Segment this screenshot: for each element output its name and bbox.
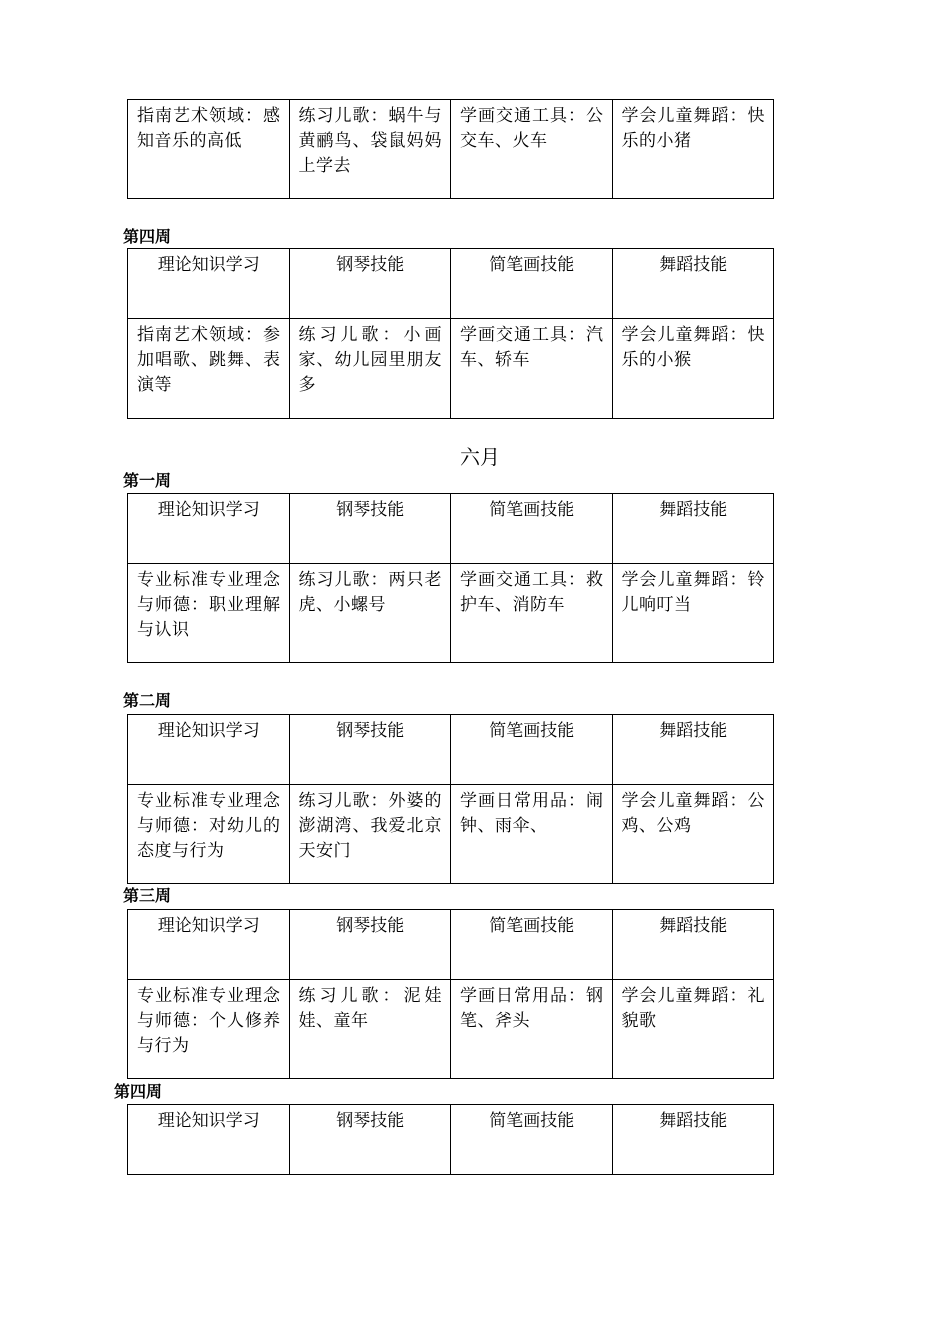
week-heading: 第四周 (123, 227, 172, 246)
schedule-table-week4-june (127, 1104, 774, 1175)
piano-cell: 练习儿歌：蜗牛与黄鹂鸟、袋鼠妈妈上学去 (289, 100, 451, 199)
schedule-table-week3-june (127, 909, 774, 1079)
header-piano: 钢琴技能 (289, 1105, 451, 1175)
week-heading: 第四周 (114, 1082, 163, 1101)
week-heading: 第一周 (123, 471, 172, 490)
header-drawing: 简笔画技能 (451, 715, 613, 785)
dance-cell: 学会儿童舞蹈：铃儿响叮当 (612, 564, 774, 663)
table-row (128, 980, 774, 1079)
theory-cell: 指南艺术领域：参加唱歌、跳舞、表演等 (128, 319, 290, 419)
header-drawing: 简笔画技能 (451, 249, 613, 319)
theory-cell: 专业标准专业理念与师德：职业理解与认识 (128, 564, 290, 663)
month-heading: 六月 (460, 445, 500, 469)
header-dance: 舞蹈技能 (612, 715, 774, 785)
header-dance: 舞蹈技能 (612, 910, 774, 980)
schedule-table-week4-may (127, 248, 774, 419)
schedule-table-week3-may (127, 99, 774, 199)
dance-cell: 学会儿童舞蹈：快乐的小猪 (612, 100, 774, 199)
table-header-row (128, 249, 774, 319)
header-drawing: 简笔画技能 (451, 1105, 613, 1175)
table-row (128, 319, 774, 419)
table-row (128, 564, 774, 663)
header-theory: 理论知识学习 (128, 1105, 290, 1175)
schedule-table-week1-june (127, 493, 774, 663)
schedule-table-week2-june (127, 714, 774, 884)
header-piano: 钢琴技能 (289, 249, 451, 319)
header-dance: 舞蹈技能 (612, 1105, 774, 1175)
week-heading: 第三周 (123, 886, 172, 905)
header-piano: 钢琴技能 (289, 910, 451, 980)
week-heading: 第二周 (123, 691, 172, 710)
drawing-cell: 学画日常用品：钢笔、斧头 (451, 980, 613, 1079)
piano-cell: 练习儿歌：两只老虎、小螺号 (289, 564, 451, 663)
header-piano: 钢琴技能 (289, 715, 451, 785)
drawing-cell: 学画交通工具：汽车、轿车 (451, 319, 613, 419)
theory-cell: 专业标准专业理念与师德：对幼儿的态度与行为 (128, 785, 290, 884)
header-drawing: 简笔画技能 (451, 910, 613, 980)
piano-cell: 练习儿歌：小画家、幼儿园里朋友多 (289, 319, 451, 419)
header-theory: 理论知识学习 (128, 715, 290, 785)
table-header-row (128, 1105, 774, 1175)
theory-cell: 指南艺术领域：感知音乐的高低 (128, 100, 290, 199)
theory-cell: 专业标准专业理念与师德：个人修养与行为 (128, 980, 290, 1079)
header-theory: 理论知识学习 (128, 494, 290, 564)
dance-cell: 学会儿童舞蹈：礼貌歌 (612, 980, 774, 1079)
table-row (128, 785, 774, 884)
drawing-cell: 学画交通工具：公交车、火车 (451, 100, 613, 199)
header-theory: 理论知识学习 (128, 910, 290, 980)
piano-cell: 练习儿歌：外婆的澎湖湾、我爱北京天安门 (289, 785, 451, 884)
table-row (128, 100, 774, 199)
dance-cell: 学会儿童舞蹈：快乐的小猴 (612, 319, 774, 419)
header-piano: 钢琴技能 (289, 494, 451, 564)
table-header-row (128, 494, 774, 564)
header-drawing: 简笔画技能 (451, 494, 613, 564)
table-header-row (128, 715, 774, 785)
header-dance: 舞蹈技能 (612, 494, 774, 564)
drawing-cell: 学画交通工具：救护车、消防车 (451, 564, 613, 663)
piano-cell: 练习儿歌：泥娃娃、童年 (289, 980, 451, 1079)
header-dance: 舞蹈技能 (612, 249, 774, 319)
header-theory: 理论知识学习 (128, 249, 290, 319)
table-header-row (128, 910, 774, 980)
drawing-cell: 学画日常用品：闹钟、雨伞、 (451, 785, 613, 884)
dance-cell: 学会儿童舞蹈：公鸡、公鸡 (612, 785, 774, 884)
